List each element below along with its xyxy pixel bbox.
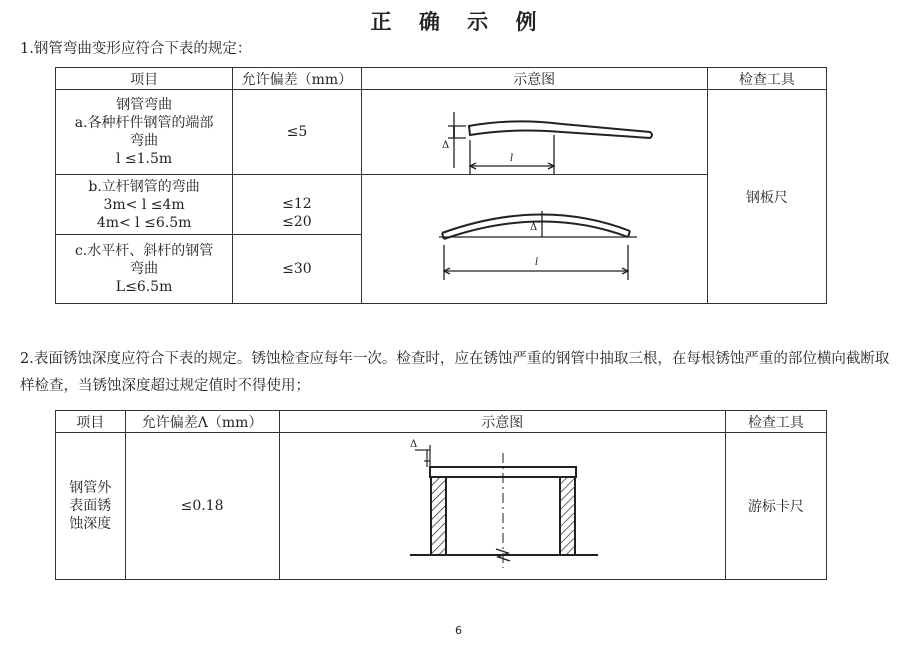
deviation-label: Δ <box>529 222 537 233</box>
header-diagram: 示意图 <box>279 411 725 433</box>
length-label: l <box>534 257 538 268</box>
corrosion-table <box>55 410 827 580</box>
row-tolerance: ≤5 <box>233 90 362 175</box>
row-tolerance: ≤0.18 <box>125 433 279 580</box>
table-header-row <box>56 411 827 433</box>
table-header-row <box>56 68 827 90</box>
end-bend-diagram <box>362 90 707 174</box>
header-tolerance: 允许偏差（mm） <box>233 68 362 90</box>
header-tool: 检查工具 <box>725 411 826 433</box>
section1-intro: 1.钢管弯曲变形应符合下表的规定： <box>20 41 252 57</box>
header-item: 项目 <box>56 68 233 90</box>
section2-intro: 2.表面锈蚀深度应符合下表的规定。锈蚀检查应每年一次。检查时，应在锈蚀严重的钢管中抽取三根，在每根锈蚀严重的部位横向截断取样检查，当锈蚀深度超过规定值时不得使用； <box>20 351 890 394</box>
row-item: 钢管外 表面锈 蚀深度 <box>56 433 126 580</box>
tool-cell: 游标卡尺 <box>725 433 826 580</box>
deviation-label: Δ <box>409 439 417 450</box>
row-item: b.立杆钢管的弯曲 3m< l ≤4m 4m< l ≤6.5m <box>56 175 233 235</box>
bending-table <box>55 67 827 304</box>
arc-bend-diagram <box>362 175 707 303</box>
table-row <box>56 433 827 580</box>
row-item: c.水平杆、斜杆的钢管 弯曲 L≤6.5m <box>56 235 233 304</box>
end-bend-diagram-cell <box>361 90 707 175</box>
table-row <box>56 90 827 175</box>
length-label: l <box>509 153 513 164</box>
page-number: 6 <box>455 624 462 637</box>
header-item: 项目 <box>56 411 126 433</box>
tool-cell: 钢板尺 <box>707 90 826 304</box>
header-tool: 检查工具 <box>707 68 826 90</box>
arc-bend-diagram-cell <box>361 175 707 304</box>
corrosion-diagram-cell <box>279 433 725 580</box>
page-title: 正 确 示 例 <box>370 9 547 34</box>
corrosion-diagram <box>280 433 725 579</box>
row-tolerance: ≤12 ≤20 <box>233 175 362 235</box>
deviation-label: Δ <box>441 140 449 151</box>
row-tolerance: ≤30 <box>233 235 362 304</box>
header-diagram: 示意图 <box>361 68 707 90</box>
row-item: 钢管弯曲 a.各种杆件钢管的端部 弯曲 l ≤1.5m <box>56 90 233 175</box>
header-tolerance: 允许偏差Λ（mm） <box>125 411 279 433</box>
